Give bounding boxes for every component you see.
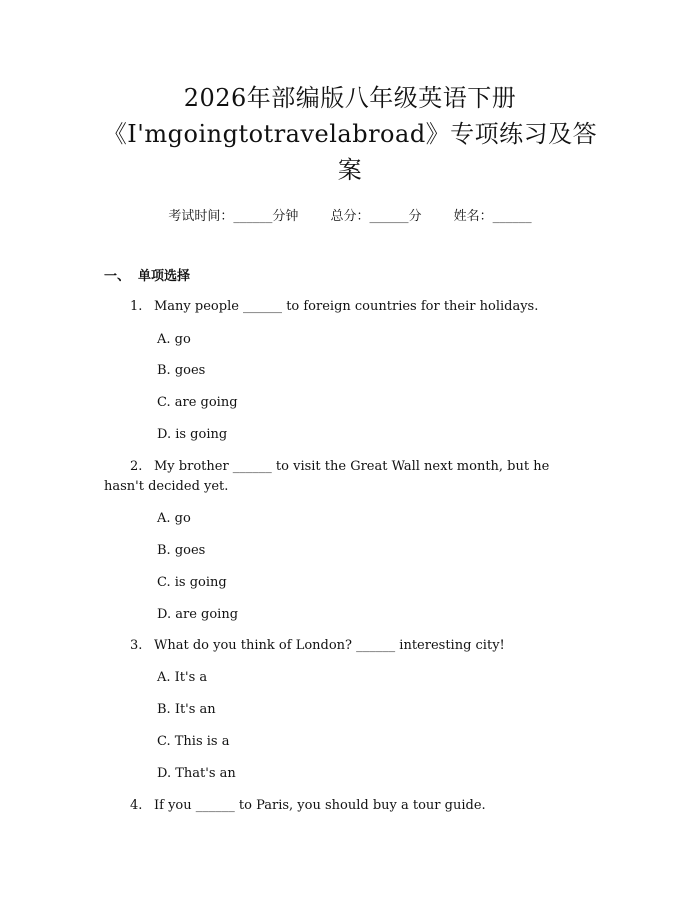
option-item: C. This is a	[157, 734, 230, 749]
option-item: B. goes	[157, 543, 206, 558]
question-3	[104, 636, 574, 656]
option-item: B. goes	[157, 363, 206, 378]
exam-score-field: 总分：______分	[330, 209, 422, 224]
question-number: 4.	[130, 798, 143, 813]
exam-name-field: 姓名：______	[453, 209, 532, 224]
question-number: 2.	[130, 459, 143, 474]
option-item: D. is going	[157, 427, 228, 442]
option-item: C. are going	[157, 395, 238, 410]
question-text: My brother ______ to visit the Great Wall next month, but he hasn't decided yet.	[104, 459, 550, 494]
section-number: 一、	[104, 269, 131, 284]
question-text: Many people ______ to foreign countries for their holidays.	[154, 299, 539, 314]
question-2	[104, 457, 574, 497]
question-4	[104, 796, 574, 816]
option-item: A. go	[157, 332, 191, 347]
document-title-line-2: 《I'mgoingtotravelabroad》专项练习及答	[102, 120, 598, 148]
option-item: C. is going	[157, 575, 227, 590]
exam-time-field: 考试时间：______分钟	[168, 209, 299, 224]
exam-meta	[0, 205, 700, 224]
section-heading	[104, 265, 190, 284]
document-title-line-1: 2026年部编版八年级英语下册	[183, 84, 517, 112]
document-title-line-3: 案	[337, 156, 363, 184]
question-text: What do you think of London? ______ interesting city!	[154, 638, 505, 653]
option-item: D. That's an	[157, 766, 236, 781]
option-item: A. It's a	[157, 670, 208, 685]
option-item: A. go	[157, 511, 191, 526]
section-title: 单项选择	[138, 269, 191, 284]
question-1	[104, 297, 574, 317]
question-number: 3.	[130, 638, 143, 653]
option-item: D. are going	[157, 607, 239, 622]
question-text: If you ______ to Paris, you should buy a tour guide.	[154, 798, 486, 813]
question-number: 1.	[130, 299, 143, 314]
option-item: B. It's an	[157, 702, 216, 717]
